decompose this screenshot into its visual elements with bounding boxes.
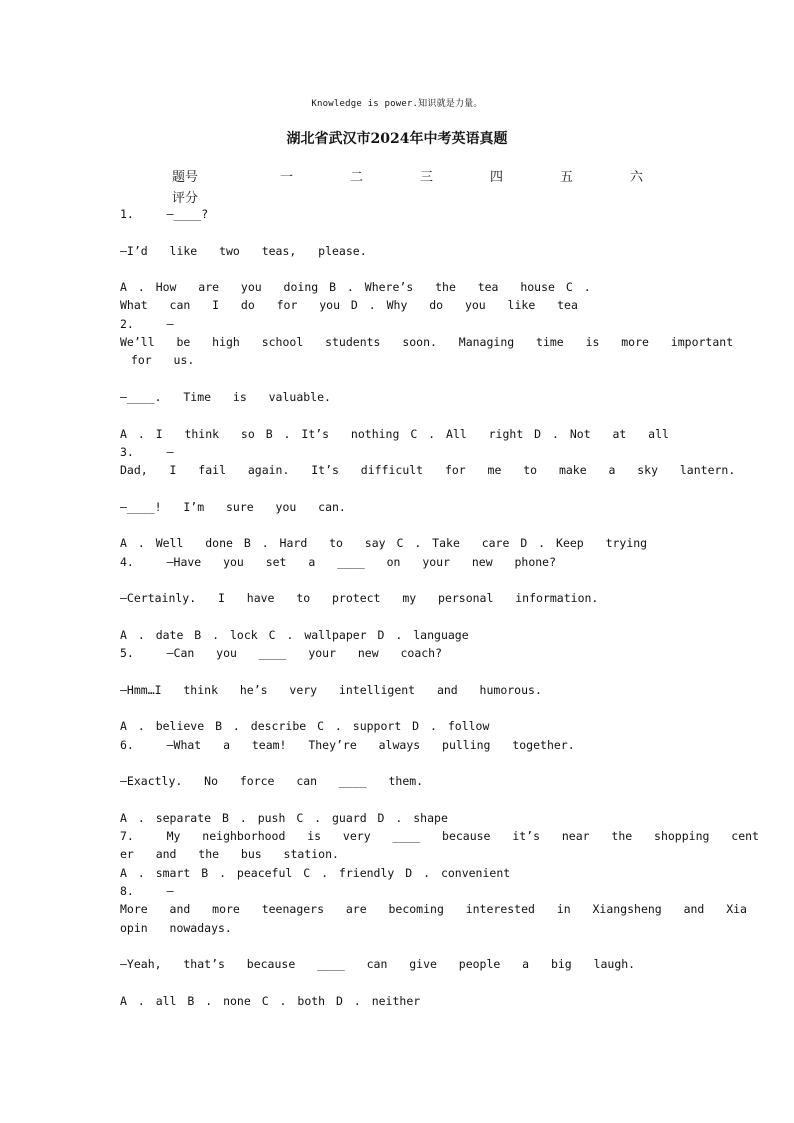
question-6-options: A . separate B . push C . guard D . shape: [120, 810, 448, 825]
question-4-stem: 4. —Have you set a ____ on your new phone?: [120, 554, 557, 569]
score-label-number: 题号: [172, 170, 199, 185]
score-column-5: 五: [560, 170, 574, 185]
question-4-options: A . date B . lock C . wallpaper D . language: [120, 627, 469, 642]
question-4-reply: —Certainly. I have to protect my personal information.: [120, 591, 599, 606]
score-column-6: 六: [630, 170, 644, 185]
questions-list: [120, 205, 759, 1010]
question-8-stem: 8. —: [120, 883, 174, 898]
question-2-dialogue: We’ll be high school students soon. Managing time is more important: [120, 335, 734, 350]
question-1-stem: 1. —____?: [120, 207, 209, 221]
question-1-options: A . How are you doing B . Where’s the tea house C .: [120, 280, 591, 295]
question-5-stem: 5. —Can you ____ your new coach?: [120, 646, 443, 661]
question-3-options: A . Well done B . Hard to say C . Take care D . Keep trying: [120, 536, 648, 551]
question-8-dialogue: More and more teenagers are becoming interested in Xiangsheng and Xia: [120, 902, 747, 917]
question-5-reply: —Hmm…I think he’s very intelligent and humorous.: [120, 682, 542, 697]
question-8-dialogue-cont: opin nowadays.: [120, 920, 232, 935]
question-7-stem: 7. My neighborhood is very ____ because it’s near the shopping cent: [120, 829, 759, 844]
question-8-reply: —Yeah, that’s because ____ can give people a big laugh.: [120, 957, 636, 972]
question-7-stem-cont: er and the bus station.: [120, 847, 339, 862]
question-8-options: A . all B . none C . both D . neither: [120, 993, 421, 1008]
question-2-reply: —____. Time is valuable.: [120, 389, 331, 404]
score-column-4: 四: [490, 170, 504, 185]
question-6-reply: —Exactly. No force can ____ them.: [120, 774, 424, 789]
page-title: 湖北省武汉市2024年中考英语真题: [286, 131, 508, 147]
question-6-stem: 6. —What a team! They’re always pulling together.: [120, 737, 575, 752]
question-1-reply: —I’d like two teas, please.: [120, 243, 367, 258]
question-3-reply: —____! I’m sure you can.: [120, 499, 346, 514]
header-note: Knowledge is power.知识就是力量。: [311, 99, 483, 109]
question-3-stem: 3. —: [120, 444, 174, 459]
question-2-dialogue-cont: for us.: [120, 353, 195, 368]
question-5-options: A . believe B . describe C . support D . follow: [120, 719, 490, 734]
score-label-score: 评分: [172, 191, 199, 206]
score-column-2: 二: [350, 170, 364, 185]
question-2-stem: 2. —: [120, 316, 174, 331]
score-column-3: 三: [420, 170, 434, 185]
score-column-1: 一: [280, 170, 294, 185]
question-3-dialogue: Dad, I fail again. It’s difficult for me to make a sky lantern.: [120, 463, 736, 478]
question-1-options-cont: What can I do for you D . Why do you like tea: [120, 298, 578, 313]
question-7-options: A . smart B . peaceful C . friendly D . convenient: [120, 865, 511, 880]
question-2-options: A . I think so B . It’s nothing C . All right D . Not at all: [120, 426, 669, 441]
